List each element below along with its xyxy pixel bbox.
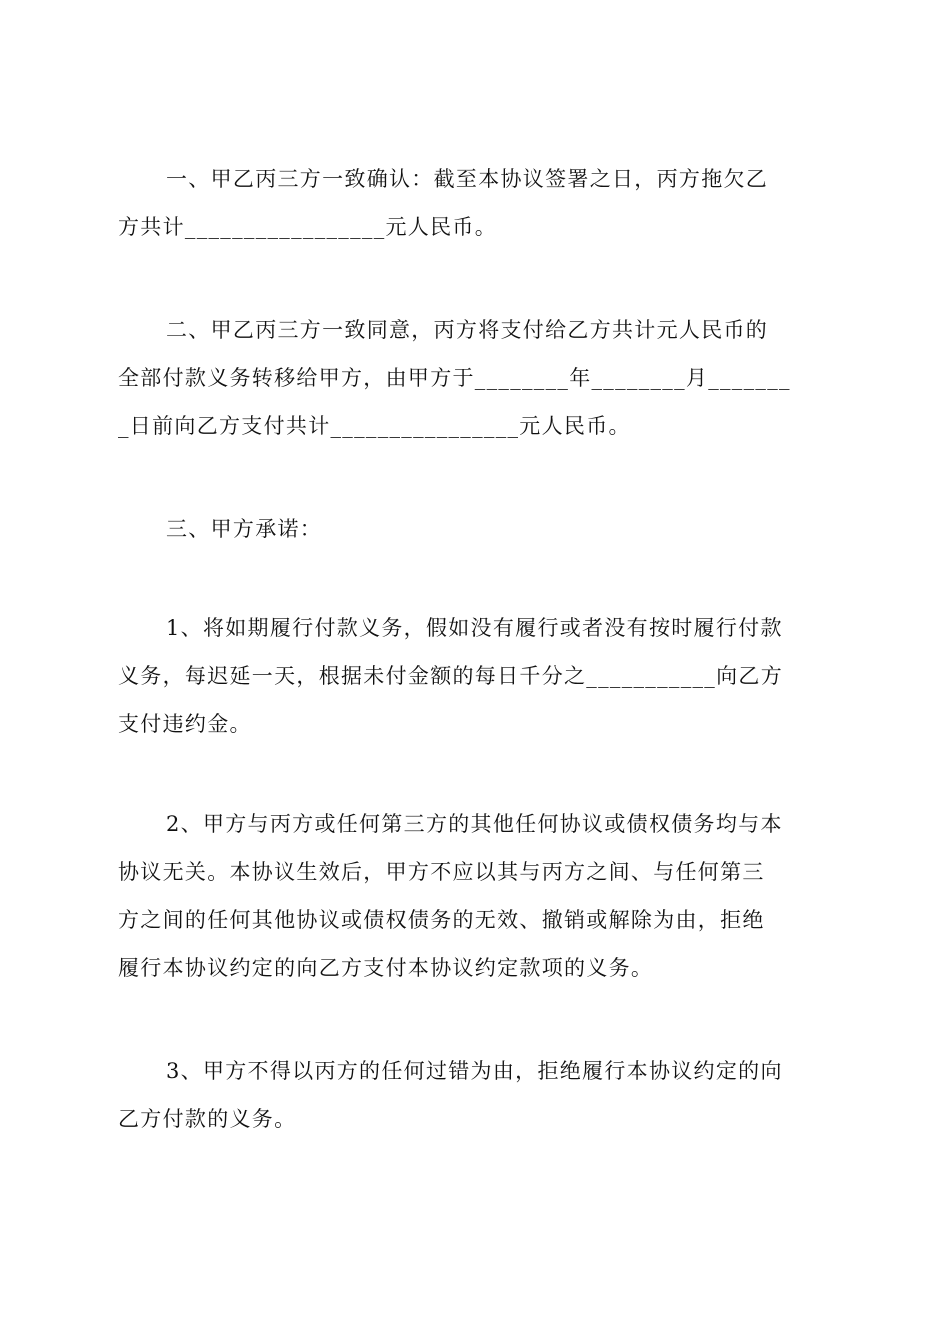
commitment-2-line-3: 方之间的任何其他协议或债权债务的无效、撤销或解除为由，拒绝 [118, 908, 765, 932]
clause-3-heading-line: 三、甲方承诺： [166, 517, 323, 541]
commitment-3 [118, 1047, 834, 1143]
commitment-2 [118, 800, 834, 992]
clause-2-line-1: 二、甲乙丙三方一致同意，丙方将支付给乙方共计元人民币的 [166, 318, 769, 342]
clause-2-line-2: 全部付款义务转移给甲方，由甲方于________年________月_______ [118, 366, 791, 390]
commitment-1-line-1: 1、将如期履行付款义务，假如没有履行或者没有按时履行付款 [166, 616, 783, 640]
clause-1-line-1: 一、甲乙丙三方一致确认：截至本协议签署之日，丙方拖欠乙 [166, 167, 769, 191]
commitment-2-line-2: 协议无关。本协议生效后，甲方不应以其与丙方之间、与任何第三 [118, 860, 765, 884]
commitment-1-line-2: 义务，每迟延一天，根据未付金额的每日千分之___________向乙方 [118, 664, 783, 688]
commitment-2-line-1: 2、甲方与丙方或任何第三方的其他任何协议或债权债务均与本 [166, 812, 783, 836]
clause-2-line-3: _日前向乙方支付共计________________元人民币。 [118, 414, 631, 438]
commitment-3-line-1: 3、甲方不得以丙方的任何过错为由，拒绝履行本协议约定的向 [166, 1059, 783, 1083]
clause-2 [118, 306, 834, 450]
commitment-1-line-3: 支付违约金。 [118, 712, 252, 736]
commitment-3-line-2: 乙方付款的义务。 [118, 1107, 297, 1131]
commitment-1 [118, 604, 834, 748]
clause-1-line-2: 方共计_________________元人民币。 [118, 215, 497, 239]
commitment-2-line-4: 履行本协议约定的向乙方支付本协议约定款项的义务。 [118, 956, 654, 980]
clause-1 [118, 155, 834, 251]
clause-3-heading [118, 505, 834, 553]
